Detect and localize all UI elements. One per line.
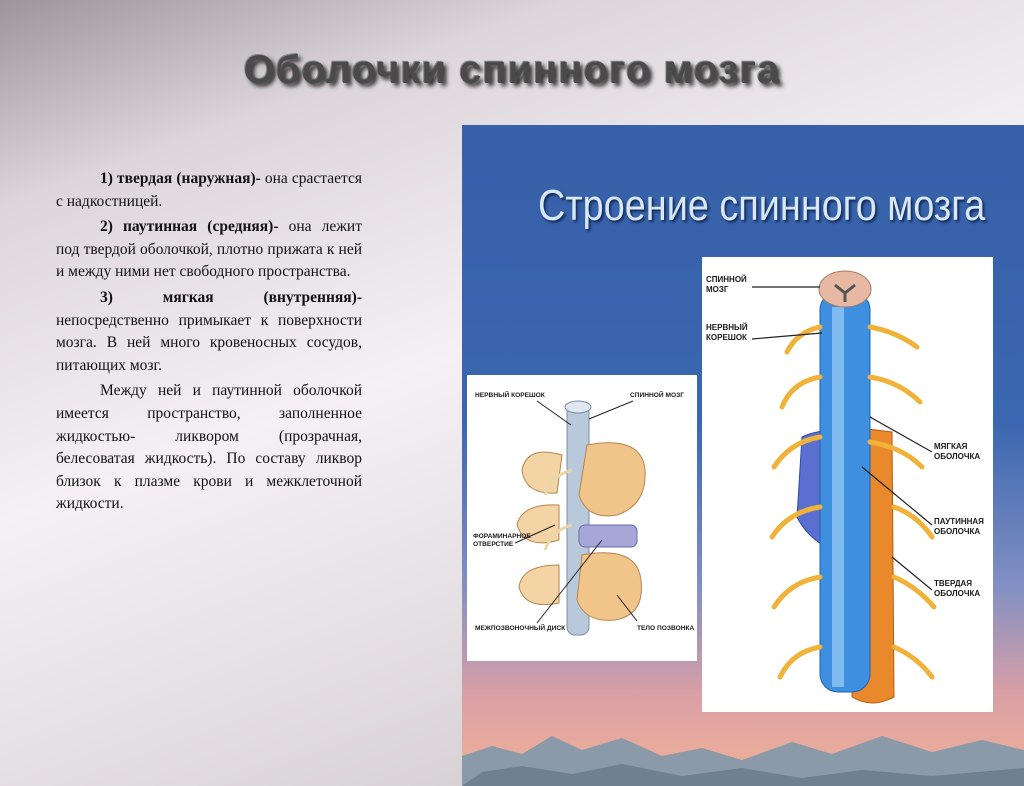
label-intervertebral-disc: МЕЖПОЗВОНОЧНЫЙ ДИСК [475, 625, 566, 632]
vertebra-drawing [467, 375, 697, 661]
slide-title: Оболочки спинного мозга [243, 48, 781, 92]
label-spinal-cord-left: СПИННОЙ МОЗГ [630, 392, 684, 399]
label-nerve-root-right: НЕРВНЫЙ КОРЕШОК [706, 323, 748, 342]
label-vertebral-body: ТЕЛО ПОЗВОНКА [637, 625, 695, 632]
pia-description: непосредственно примыкает к поверхности мозга. В ней много кровеносных сосудов, питающих мозг. [56, 311, 362, 374]
label-spinal-cord-right: СПИННОЙ МОЗГ [706, 275, 747, 294]
figure-title: Строение спинного мозга [538, 181, 986, 230]
paragraph-liquor: Между ней и паутинной оболочкой имеется пространство, заполненное жидкостью- ликвором (прозрачная, белесоватая жидкость). По составу ликвор близок к плазме крови и межклеточной жидкости. [56, 382, 362, 513]
arachnoid-heading: 2) паутинная (средняя)- [100, 218, 279, 236]
label-foramen: ФОРАМИНАРНОЕ ОТВЕРСТИЕ [473, 533, 531, 548]
paragraph-arachnoid [56, 216, 362, 284]
spinal-cord-illustration [702, 257, 993, 712]
arachnoid-description: она лежит под твердой оболочкой, плотно прижата к ней и между ними нет свободного пространства. [56, 218, 362, 281]
paragraph-dura [56, 168, 362, 213]
dura-description: она срастается с надкостницей. [56, 170, 362, 210]
figure-panel [462, 125, 1024, 786]
label-arachnoid: ПАУТИННАЯ ОБОЛОЧКА [934, 517, 984, 536]
vertebra-illustration [467, 375, 697, 661]
label-dura-mater: ТВЕРДАЯ ОБОЛОЧКА [934, 579, 981, 598]
paragraph-pia [56, 287, 362, 377]
label-pia-mater: МЯГКАЯ ОБОЛОЧКА [934, 442, 981, 461]
label-nerve-root-left: НЕРВНЫЙ КОРЕШОК [475, 392, 545, 399]
dura-heading: 1) твердая (наружная)- [100, 170, 261, 187]
pia-heading: 3) мягкая (внутренняя)- [100, 288, 362, 306]
body-text [56, 168, 362, 519]
